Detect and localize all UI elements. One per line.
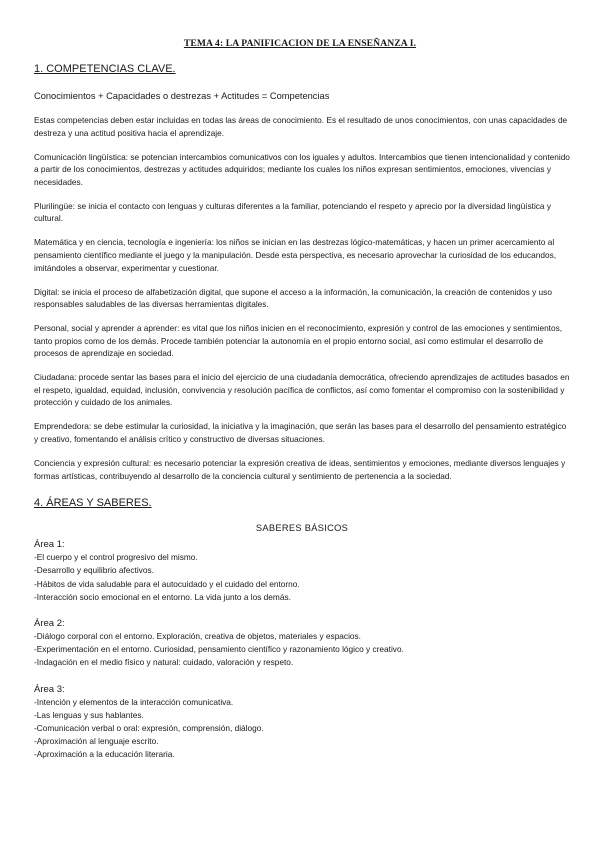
section-heading-areas: 4. ÁREAS Y SABERES. — [34, 497, 152, 510]
area-title: Área 1: — [34, 539, 65, 551]
list-item: -Aproximación al lenguaje escrito. — [34, 736, 159, 747]
area-block — [34, 538, 570, 604]
competencia-paragraph: Conciencia y expresión cultural: es necesario potenciar la expresión creativa de ideas, sentimientos y emociones, mediante diversos lenguajes y formas artísticas, contribuyendo al desarrollo de la conciencia cultural y sentimiento de pertenencia a la sociedad. — [34, 458, 566, 481]
competencia-paragraph: Personal, social y aprender a aprender: es vital que los niños inicien en el reconocimiento, expresión y control de las emociones y sentimientos, tanto propios como de los demás. Procede también potenciar la autonomía en el propio entorno social, así como estimular el desarrollo de procesos de aprendizaje en sociedad. — [34, 323, 563, 359]
list-item: -Indagación en el medio físico y natural: cuidado, valoración y respeto. — [34, 657, 294, 668]
list-item: -Aproximación a la educación literaria. — [34, 749, 175, 760]
list-item: -Diálogo corporal con el entorno. Exploración, creativa de objetos, materiales y espacios. — [34, 631, 361, 641]
competencia-paragraph: Plurilingüe: se inicia el contacto con lenguas y culturas diferentes a la familiar, potenciando el respeto y aprecio por la diversidad lingüística y cultural. — [34, 200, 551, 224]
document-title: TEMA 4: LA PANIFICACION DE LA ENSEÑANZA I. — [183, 38, 417, 49]
competencia-paragraph: Matemática y en ciencia, tecnología e ingeniería: los niños se inician en las destrezas lógico-matemáticas, y hacen un primer acercamiento al pensamiento científico mediante el juego y la manipulación. Desde esta perspectiva, es necesario aprovechar la curiosidad de los educandos, imitándoles a observar, experimentar y cuestionar. — [34, 237, 557, 273]
list-item: -Las lenguas y sus hablantes. — [34, 709, 144, 720]
area-title: Área 3: — [34, 683, 65, 695]
competencias-intro: Estas competencias deben estar incluidas en todas las áreas de conocimiento. Es el resultado de unos conocimientos, con unas capacidades de destreza y una actitud positiva hacia el aprendizaje. — [34, 115, 568, 138]
area-title: Área 2: — [34, 618, 65, 629]
competencia-paragraph: Comunicación lingüística: se potencian intercambios comunicativos con los iguales y adultos. Intercambios que tienen intencionalidad y contenido a partir de los conocimientos, destrezas y actitudes adquiridos; mediante los cuales los niños expresan sentimientos, emociones, vivencias y necesidades. — [34, 151, 570, 187]
list-item: -Comunicación verbal o oral: expresión, comprensión, diálogo. — [34, 723, 264, 734]
document-body — [34, 62, 570, 775]
list-item: -Hábitos de vida saludable para el autocuidado y el cuidado del entorno. — [34, 578, 300, 589]
competencia-paragraph: Emprendedora: se debe estimular la curiosidad, la iniciativa y la imaginación, que serán las bases para el desarrollo del pensamiento estratégico y creativo, fomentando el análisis crítico y constructivo de diversas situaciones. — [34, 421, 567, 445]
saberes-subheading: SABERES BÁSICOS — [255, 523, 349, 534]
competencia-paragraph: Digital: se inicia el proceso de alfabetización digital, que supone el acceso a la información, la comunicación, la creación de contenidos y uso responsables saludables de las diversas herramientas digitales. — [34, 286, 552, 310]
list-item: -Desarrollo y equilibrio afectivos. — [34, 565, 154, 576]
list-item: -Interacción socio emocional en el entorno. La vida junto a los demás. — [34, 591, 291, 602]
list-item: -El cuerpo y el control progresivo del mismo. — [34, 552, 198, 563]
competencias-formula: Conocimientos + Capacidades o destrezas + Actitudes = Competencias — [34, 91, 330, 101]
competencia-paragraph: Ciudadana: procede sentar las bases para el inicio del ejercicio de una ciudadanía democrática, ofreciendo aprendizajes de actitudes basados en el respeto, igualdad, equidad, inclusión, convivencia y resolución pacífica de conflictos, así como fomentar el compromiso con la sostenibilidad y protección y cuidado de los animales. — [34, 372, 570, 408]
area-block — [34, 617, 570, 670]
area-block — [34, 683, 570, 762]
list-item: -Experimentación en el entorno. Curiosidad, pensamiento científico y razonamiento lógico y creativo. — [34, 644, 404, 655]
list-item: -Intención y elementos de la interacción comunicativa. — [34, 696, 234, 707]
section-heading-competencias: 1. COMPETENCIAS CLAVE. — [34, 63, 176, 75]
